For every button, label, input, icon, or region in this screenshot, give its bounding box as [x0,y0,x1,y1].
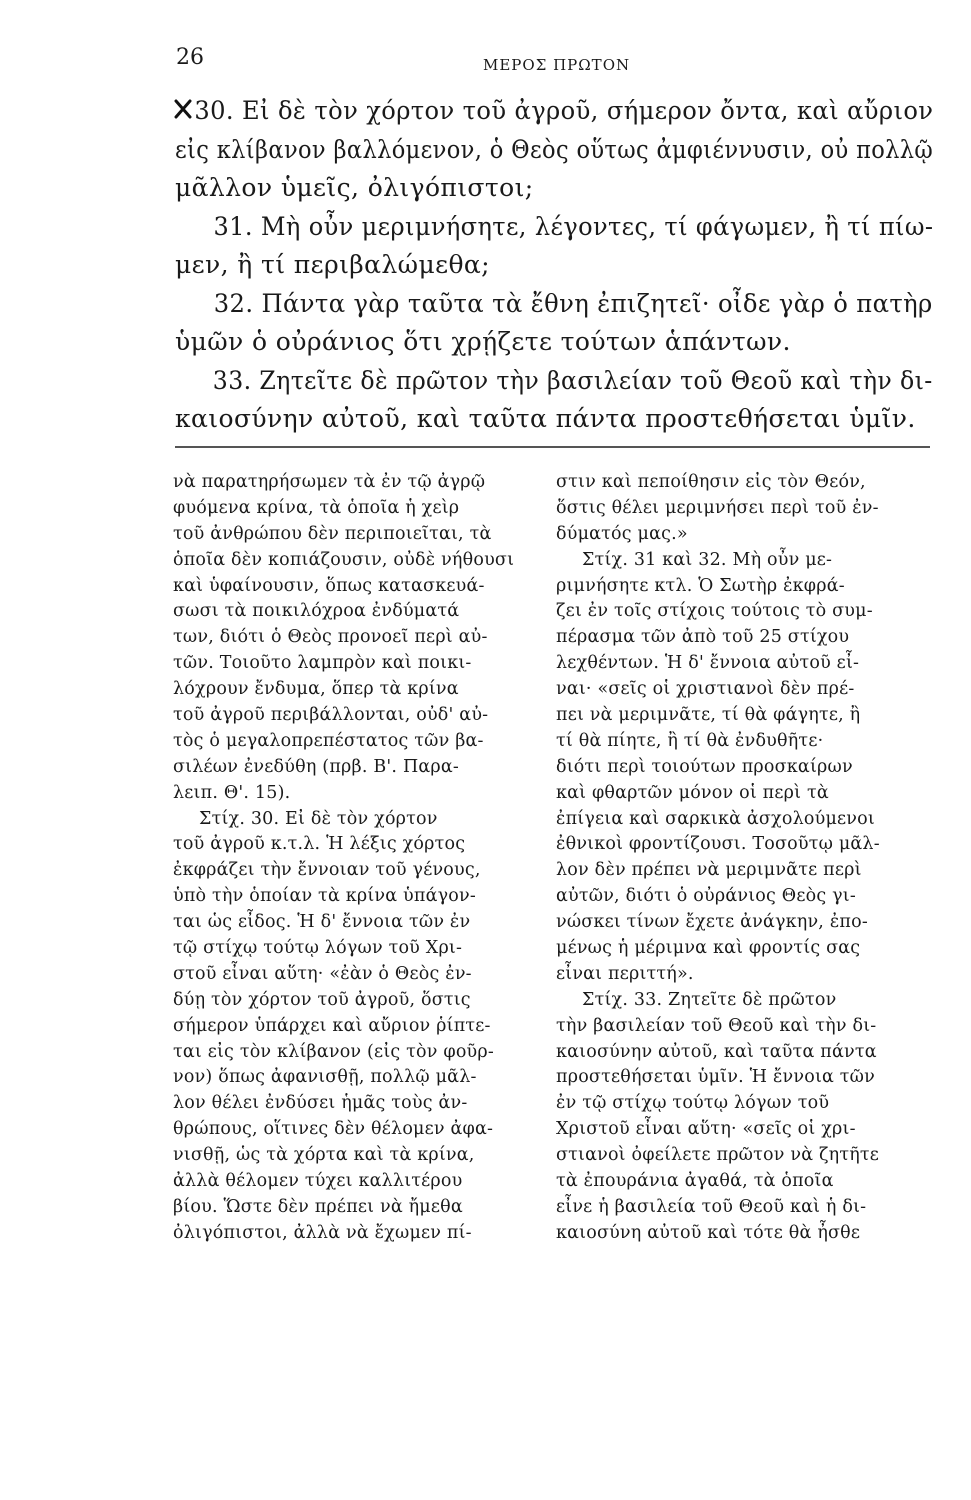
scripture-verses [175,92,935,439]
commentary-line: τὴν βασιλείαν τοῦ Θεοῦ καὶ τὴν δι- [556,1015,877,1036]
verse-line: 32. Πάντα γὰρ ταῦτα τὰ ἔθνη ἐπιζητεῖ· οἶδε γὰρ ὁ πατὴρ [213,288,933,318]
commentary-line: βίου. Ὥστε δὲν πρέπει νὰ ἤμεθα [173,1196,463,1217]
commentary-line: τοῦ ἀνθρώπου δὲν περιποιεῖται, τὰ [173,523,492,544]
commentary-line: τὰ ἐπουράνια ἀγαθά, τὰ ὁποῖα [556,1171,834,1192]
commentary-line: λόχρουν ἔνδυμα, ὅπερ τὰ κρίνα [173,679,459,700]
commentary-right-column [556,470,936,1247]
commentary-line: στιανοὶ ὀφείλετε πρῶτον νὰ ζητῆτε [556,1145,880,1166]
commentary-line: εἶναι περιττή». [556,963,694,984]
commentary-line: εἶνε ἡ βασιλεία τοῦ Θεοῦ καὶ ἡ δι- [556,1196,867,1217]
commentary-line: ριμνήσητε κτλ. Ὁ Σωτὴρ ἐκφρά- [556,575,845,596]
commentary-line: νισθῇ, ὡς τὰ χόρτα καὶ τὰ κρίνα, [173,1145,475,1166]
verse-line: καιοσύνην αὐτοῦ, καὶ ταῦτα πάντα προστεθήσεται ὑμῖν. [175,404,916,433]
commentary-line: καὶ ὑφαίνουσιν, ὅπως κατασκευά- [173,575,485,596]
commentary-line: καιοσύνη αὐτοῦ καὶ τότε θὰ ἦσθε [556,1222,861,1243]
commentary-line: ὑπὸ τὴν ὁποίαν τὰ κρίνα ὑπάγον- [173,886,476,907]
commentary-line: αὐτῶν, διότι ὁ οὐράνιος Θεὸς γι- [556,886,856,907]
commentary-line: σιλέων ἐνεδύθη (πρβ. Β'. Παρα- [173,756,460,777]
commentary-line: τί θὰ πίητε, ἢ τί θὰ ἐνδυθῆτε· [556,730,824,751]
commentary-line: ὅστις θέλει μεριμνήσει περὶ τοῦ ἐν- [556,497,879,518]
commentary-line: τῶν. Τοιοῦτο λαμπρὸν καὶ ποικι- [173,653,472,674]
commentary-line: ἐν τῷ στίχῳ τούτῳ λόγων τοῦ [556,1093,830,1114]
commentary-line: ἐκφράζει τὴν ἔννοιαν τοῦ γένους, [173,860,481,881]
page-number: 26 [176,45,204,70]
commentary-line: λον θέλει ἐνδύσει ἡμᾶς τοὺς ἀν- [173,1093,468,1114]
commentary-line: λειπ. Θ'. 15). [173,782,291,803]
section-divider [175,446,930,448]
commentary-line: καὶ φθαρτῶν μόνον οἱ περὶ τὰ [556,782,829,803]
commentary-line: ται εἰς τὸν κλίβανον (εἰς τὸν φοῦρ- [173,1041,495,1062]
commentary-line: πέρασμα τῶν ἀπὸ τοῦ 25 στίχου [556,627,850,648]
commentary-line: ὁποῖα δὲν κοπιάζουσιν, οὐδὲ νήθουσι [173,549,515,570]
commentary-line: φυόμενα κρίνα, τὰ ὁποῖα ἡ χεὶρ [173,497,460,518]
commentary-line: λεχθέντων. Ἡ δ' ἔννοια αὐτοῦ εἶ- [556,653,860,674]
commentary-line: προστεθήσεται ὑμῖν. Ἡ ἔννοια τῶν [556,1067,875,1088]
commentary-line: ται ὡς εἶδος. Ἡ δ' ἔννοια τῶν ἐν [173,912,471,933]
commentary-line: νώσκει τίνων ἔχετε ἀνάγκην, ἐπο- [556,912,868,933]
running-title: ΜΕΡΟΣ ΠΡΩΤΟΝ [483,56,631,74]
commentary-line: πει νὰ μεριμνᾶτε, τί θὰ φάγητε, ἢ [556,705,861,726]
verse-line: 31. Μὴ οὖν μεριμνήσητε, λέγοντες, τί φάγωμεν, ἢ τί πίω- [213,211,934,241]
commentary-line: στιν καὶ πεποίθησιν εἰς τὸν Θεόν, [556,472,866,492]
commentary-line: θρώπους, οἵτινες δὲν θέλομεν ἀφα- [173,1119,494,1140]
commentary-line: μένως ἡ μέριμνα καὶ φροντίς σας [556,938,861,959]
commentary-left-column [173,470,543,1247]
commentary-line: σήμερον ὑπάρχει καὶ αὔριον ῥίπτε- [173,1015,491,1036]
commentary-line: δύματός μας.» [556,523,688,544]
commentary-line: τὸς ὁ μεγαλοπρεπέστατος τῶν βα- [173,730,484,751]
commentary-line: στοῦ εἶναι αὕτη· «ἐὰν ὁ Θεὸς ἐν- [173,963,472,984]
commentary-line: ζει ἐν τοῖς στίχοις τούτοις τὸ συμ- [556,601,873,622]
verse-line: μᾶλλον ὑμεῖς, ὀλιγόπιστοι; [175,173,534,202]
commentary-line: ὀλιγόπιστοι, ἀλλὰ νὰ ἔχωμεν πί- [173,1222,472,1243]
verse-line: 33. Ζητεῖτε δὲ πρῶτον τὴν βασιλείαν τοῦ Θεοῦ καὶ τὴν δι- [212,365,933,395]
commentary-line: λον δὲν πρέπει νὰ μεριμνᾶτε περὶ [556,860,862,881]
verse-line: μεν, ἢ τί περιβαλώμεθα; [175,250,490,279]
commentary-line: ἀλλὰ θέλομεν τύχει καλλιτέρου [173,1171,463,1192]
commentary-line: τοῦ ἀγροῦ κ.τ.λ. Ἡ λέξις χόρτος [173,834,466,855]
commentary-line: ἐπίγεια καὶ σαρκικὰ ἀσχολούμενοι [556,808,875,829]
commentary-line: τοῦ ἀγροῦ περιβάλλονται, οὐδ' αὐ- [173,705,489,726]
commentary-line: σωσι τὰ ποικιλόχροα ἐνδύματά [173,601,460,622]
verse-line: εἰς κλίβανον βαλλόμενον, ὁ Θεὸς οὕτως ἀμφιέννυσιν, οὐ πολλῷ [175,134,934,164]
commentary-line: ναι· «σεῖς οἱ χριστιανοὶ δὲν πρέ- [556,679,855,700]
commentary-line: νον) ὅπως ἀφανισθῇ, πολλῷ μᾶλ- [173,1067,477,1088]
commentary-line: Στίχ. 33. Ζητεῖτε δὲ πρῶτον [582,989,837,1010]
commentary-line: Χριστοῦ εἶναι αὕτη· «σεῖς οἱ χρι- [556,1119,856,1140]
commentary-line: καιοσύνην αὐτοῦ, καὶ ταῦτα πάντα [556,1041,877,1062]
commentary-line: Στίχ. 31 καὶ 32. Μὴ οὖν με- [582,549,833,570]
commentary-line: διότι περὶ τοιούτων προσκαίρων [556,756,853,777]
commentary-line: Στίχ. 30. Εἰ δὲ τὸν χόρτον [199,808,438,829]
commentary-line: ἐθνικοὶ φροντίζουσι. Τοσοῦτῳ μᾶλ- [556,834,880,855]
commentary-line: των, διότι ὁ Θεὸς προνοεῖ περὶ αὐ- [173,627,488,648]
verse-line: 30. Εἰ δὲ τὸν χόρτον τοῦ ἀγροῦ, σήμερον ὄντα, καὶ αὔριον [194,96,934,125]
verse-line: ὑμῶν ὁ οὐράνιος ὅτι χρῄζετε τούτων ἁπάντων. [175,327,791,356]
commentary-line: τῷ στίχῳ τούτῳ λόγων τοῦ Χρι- [173,938,463,959]
commentary-line: νὰ παρατηρήσωμεν τὰ ἐν τῷ ἀγρῷ [173,472,486,492]
commentary-line: δύῃ τὸν χόρτον τοῦ ἀγροῦ, ὅστις [173,989,471,1010]
